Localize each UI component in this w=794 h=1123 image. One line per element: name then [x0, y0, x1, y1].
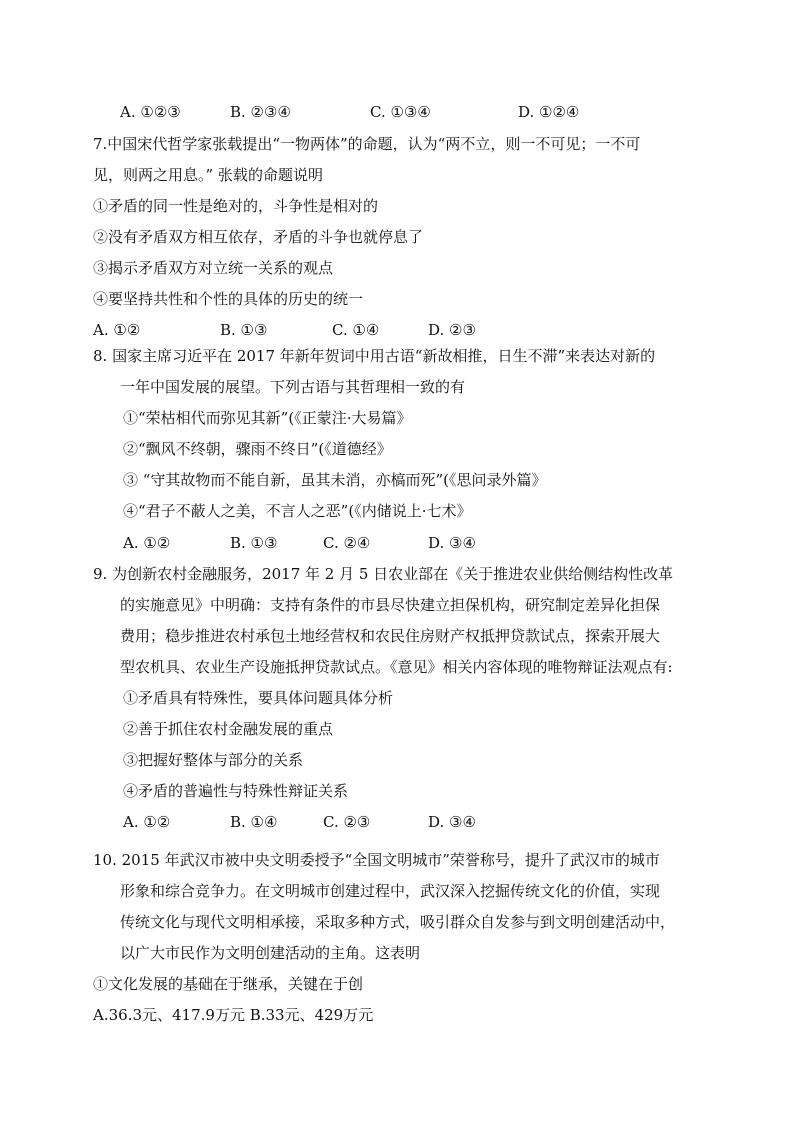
q7-option-d: D. ②③ — [428, 321, 476, 339]
q9-option-b: B. ①④ — [230, 813, 278, 831]
q8-statement-4: ④“君子不蔽人之美，不言人之恶”(《内储说上·七术》 — [123, 502, 472, 520]
q9-statement-4: ④矛盾的普遍性与特殊性辩证关系 — [123, 782, 349, 800]
q6-option-d: D. ①②④ — [518, 103, 580, 121]
q9-statement-3: ③把握好整体与部分的关系 — [123, 751, 304, 769]
q9-option-a: A. ①② — [123, 813, 171, 831]
q7-option-c: C. ①④ — [332, 321, 380, 339]
q9-stem-line-4: 型农机具、农业生产设施抵押贷款试点。《意见》相关内容体现的唯物辩证法观点有: — [120, 658, 673, 676]
q7-statement-3: ③揭示矛盾双方对立统一关系的观点 — [93, 259, 334, 277]
q9-option-c: C. ②③ — [323, 813, 371, 831]
q10-stem-line-4: 以广大市民作为文明创建活动的主角。这表明 — [120, 944, 421, 962]
q10-stem-line-3: 传统文化与现代文明相承接，采取多种方式，吸引群众自发参与到文明创建活动中， — [120, 913, 676, 931]
q8-option-a: A. ①② — [123, 534, 171, 552]
q8-statement-3: ③ “守其故物而不能自新，虽其未消，亦槁而死”(《思问录外篇》 — [123, 471, 547, 489]
q8-option-c: C. ②④ — [323, 534, 371, 552]
q7-statement-1: ①矛盾的同一性是绝对的，斗争性是相对的 — [93, 197, 379, 215]
q9-statement-2: ②善于抓住农村金融发展的重点 — [123, 720, 334, 738]
q8-stem-line-2: 一年中国发展的展望。下列古语与其哲理相一致的有 — [120, 378, 466, 396]
q7-option-b: B. ①③ — [220, 321, 268, 339]
q10-statement-1: ①文化发展的基础在于继承，关键在于创 — [93, 975, 364, 993]
q6-option-c: C. ①③④ — [370, 103, 431, 121]
q9-stem-line-1: 9. 为创新农村金融服务，2017 年 2 月 5 日农业部在《关于推进农业供给侧结构性改革 — [93, 565, 674, 583]
q7-option-a: A. ①② — [93, 321, 141, 339]
q7-statement-2: ②没有矛盾双方相互依存，矛盾的斗争也就停息了 — [93, 228, 424, 246]
q9-stem-line-3: 费用；稳步推进农村承包土地经营权和农民住房财产权抵押贷款试点，探索开展大 — [120, 627, 661, 645]
q10-stem-line-2: 形象和综合竞争力。在文明城市创建过程中，武汉深入挖掘传统文化的价值，实现 — [120, 882, 661, 900]
q9-stem-line-2: 的实施意见》中明确：支持有条件的市县尽快建立担保机构，研究制定差异化担保 — [120, 596, 661, 614]
q10-stem-line-1: 10. 2015 年武汉市被中央文明委授予“全国文明城市”荣誉称号，提升了武汉市的城市 — [93, 851, 660, 869]
q8-statement-1: ①“荣枯相代而弥见其新”(《正蒙注·大易篇》 — [123, 409, 412, 427]
q7-statement-4: ④要坚持共性和个性的具体的历史的统一 — [93, 290, 364, 308]
q6-option-b: B. ②③④ — [230, 103, 291, 121]
q7-stem-line-1: 7.中国宋代哲学家张载提出“一物两体”的命题，认为“两不立，则一不可见；一不可 — [93, 135, 641, 153]
answer-fragment: A.36.3元、417.9万元 B.33元、429万元 — [93, 1006, 374, 1024]
q8-option-b: B. ①③ — [230, 534, 278, 552]
q9-statement-1: ①矛盾具有特殊性，要具体问题具体分析 — [123, 689, 394, 707]
q9-option-d: D. ③④ — [428, 813, 476, 831]
q8-statement-2: ②“飘风不终朝，骤雨不终日”(《道德经》 — [123, 440, 392, 458]
q7-stem-line-2: 见，则两之用息。” 张载的命题说明 — [93, 166, 323, 184]
q6-option-a: A. ①②③ — [120, 103, 181, 121]
q8-option-d: D. ③④ — [428, 534, 476, 552]
q8-stem-line-1: 8. 国家主席习近平在 2017 年新年贺词中用古语“新故相推，日生不滞”来表达对新的 — [93, 347, 656, 365]
